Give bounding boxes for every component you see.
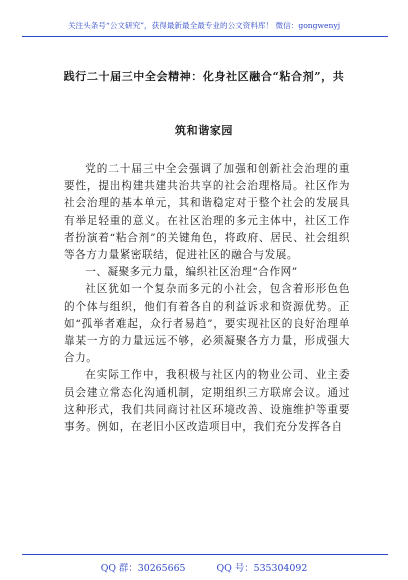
footer-qq-number: QQ 号：535304092 <box>216 563 308 574</box>
paragraph: 社区犹如一个复杂而多元的小社会，包含着形形色色的个体与组织，他们有着各自的利益诉求和资源优势。正如“孤举者难起，众行者易趋”，要实现社区的良好治理单靠某一方的力量远远不够，必须凝聚各方力量，形成强大合力。 <box>64 283 350 365</box>
footer <box>0 560 408 574</box>
header-banner: 关注头条号“公文研究”，获得最新最全最专业的公文资料库！ 微信：gongwenyj <box>67 21 341 30</box>
paragraph-intro: 党的二十届三中全会强调了加强和创新社会治理的重要性，提出构建共建共治共享的社会治理格局。社区作为社会治理的基本单元，其和谐稳定对于整个社会的发展具有举足轻重的意义。在社区治理的多元主体中，社区工作者扮演着“粘合剂”的关键角色，将政府、居民、社会组织等各方力量紧密联结，促进社区的融合与发展。 <box>64 163 350 262</box>
section-heading: 一、凝聚多元力量，编织社区治理“合作网” <box>85 266 298 279</box>
header-divider <box>22 36 388 37</box>
footer-qq-group: QQ 群：30265665 <box>100 563 186 574</box>
document-title-line-2: 筑和谐家园 <box>175 124 233 137</box>
paragraph: 在实际工作中，我积极与社区内的物业公司、业主委员会建立常态化沟通机制，定期组织三方联席会议。通过这种形式，我们共同商讨社区环境改善、设施维护等重要事务。例如，在老旧小区改造项目中，我们充分发挥各自 <box>64 369 350 434</box>
document-title-line-1: 践行二十届三中全会精神：化身社区融合“粘合剂”，共 <box>63 70 345 83</box>
document-body <box>64 161 350 436</box>
footer-divider <box>22 554 388 555</box>
